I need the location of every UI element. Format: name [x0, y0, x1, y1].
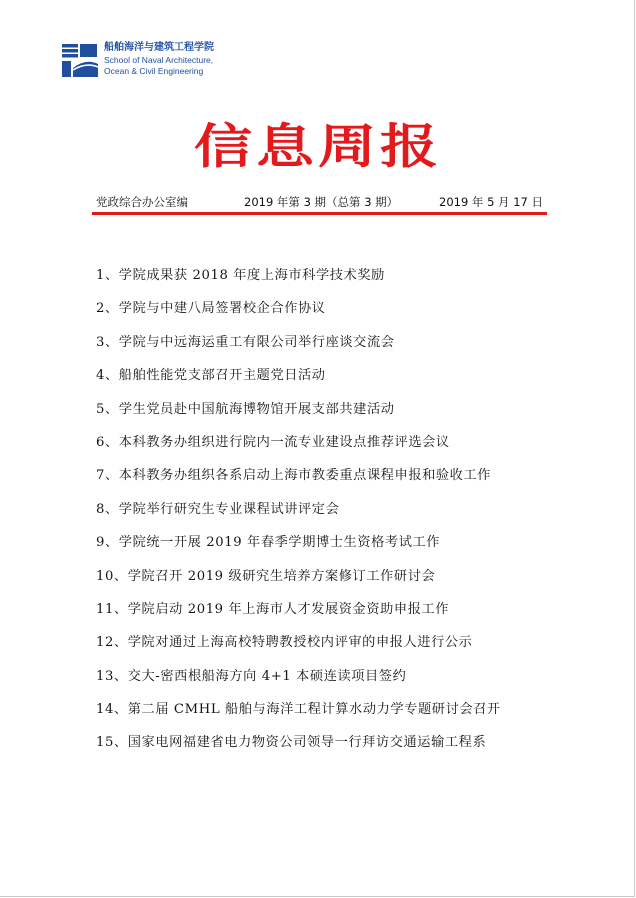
contents-item[interactable]: 10、学院召开 2019 级研究生培养方案修订工作研讨会 — [96, 568, 436, 584]
issue-office: 党政综合办公室编 — [96, 195, 188, 209]
contents-item[interactable]: 12、学院对通过上海高校特聘教授校内评审的申报人进行公示 — [96, 635, 473, 651]
contents-item[interactable]: 9、学院统一开展 2019 年春季学期博士生资格考试工作 — [96, 535, 441, 551]
contents-item[interactable]: 6、本科教务办组织进行院内一流专业建设点推荐评选会议 — [96, 434, 450, 450]
contents-item[interactable]: 11、学院启动 2019 年上海市人才发展资金资助申报工作 — [96, 601, 450, 617]
contents-item[interactable]: 1、学院成果获 2018 年度上海市科学技术奖励 — [96, 268, 385, 283]
school-name — [104, 42, 214, 77]
issue-info-bar — [96, 194, 546, 212]
contents-list — [96, 266, 566, 767]
contents-item[interactable]: 7、本科教务办组织各系启动上海市教委重点课程申报和验收工作 — [96, 468, 492, 484]
issue-date: 2019 年 5 月 17 日 — [439, 195, 543, 209]
school-name-en-line1: School of Naval Architecture, — [104, 55, 214, 65]
school-name-en-line2: Ocean & Civil Engineering — [104, 66, 204, 76]
contents-item[interactable]: 5、学生党员赴中国航海博物馆开展支部共建活动 — [96, 401, 395, 417]
school-name-cn: 船舶海洋与建筑工程学院 — [104, 42, 214, 53]
contents-item[interactable]: 8、学院举行研究生专业课程试讲评定会 — [96, 501, 340, 517]
sjtu-naoce-logo-icon — [60, 40, 100, 80]
contents-item[interactable]: 2、学院与中建八局签署校企合作协议 — [96, 301, 326, 317]
masthead-title: 信息周报 — [193, 118, 442, 175]
issue-number: 2019 年第 3 期（总第 3 期） — [244, 195, 399, 209]
contents-item[interactable]: 13、交大-密西根船海方向 4+1 本硕连读项目签约 — [96, 668, 407, 684]
red-divider — [92, 212, 547, 215]
school-logo — [60, 40, 214, 80]
contents-item[interactable]: 14、第二届 CMHL 船舶与海洋工程计算水动力学专题研讨会召开 — [96, 702, 501, 718]
contents-item[interactable]: 15、国家电网福建省电力物资公司领导一行拜访交通运输工程系 — [96, 735, 487, 751]
contents-item[interactable]: 3、学院与中远海运重工有限公司举行座谈交流会 — [96, 334, 395, 350]
contents-item[interactable]: 4、船舶性能党支部召开主题党日活动 — [96, 368, 326, 384]
